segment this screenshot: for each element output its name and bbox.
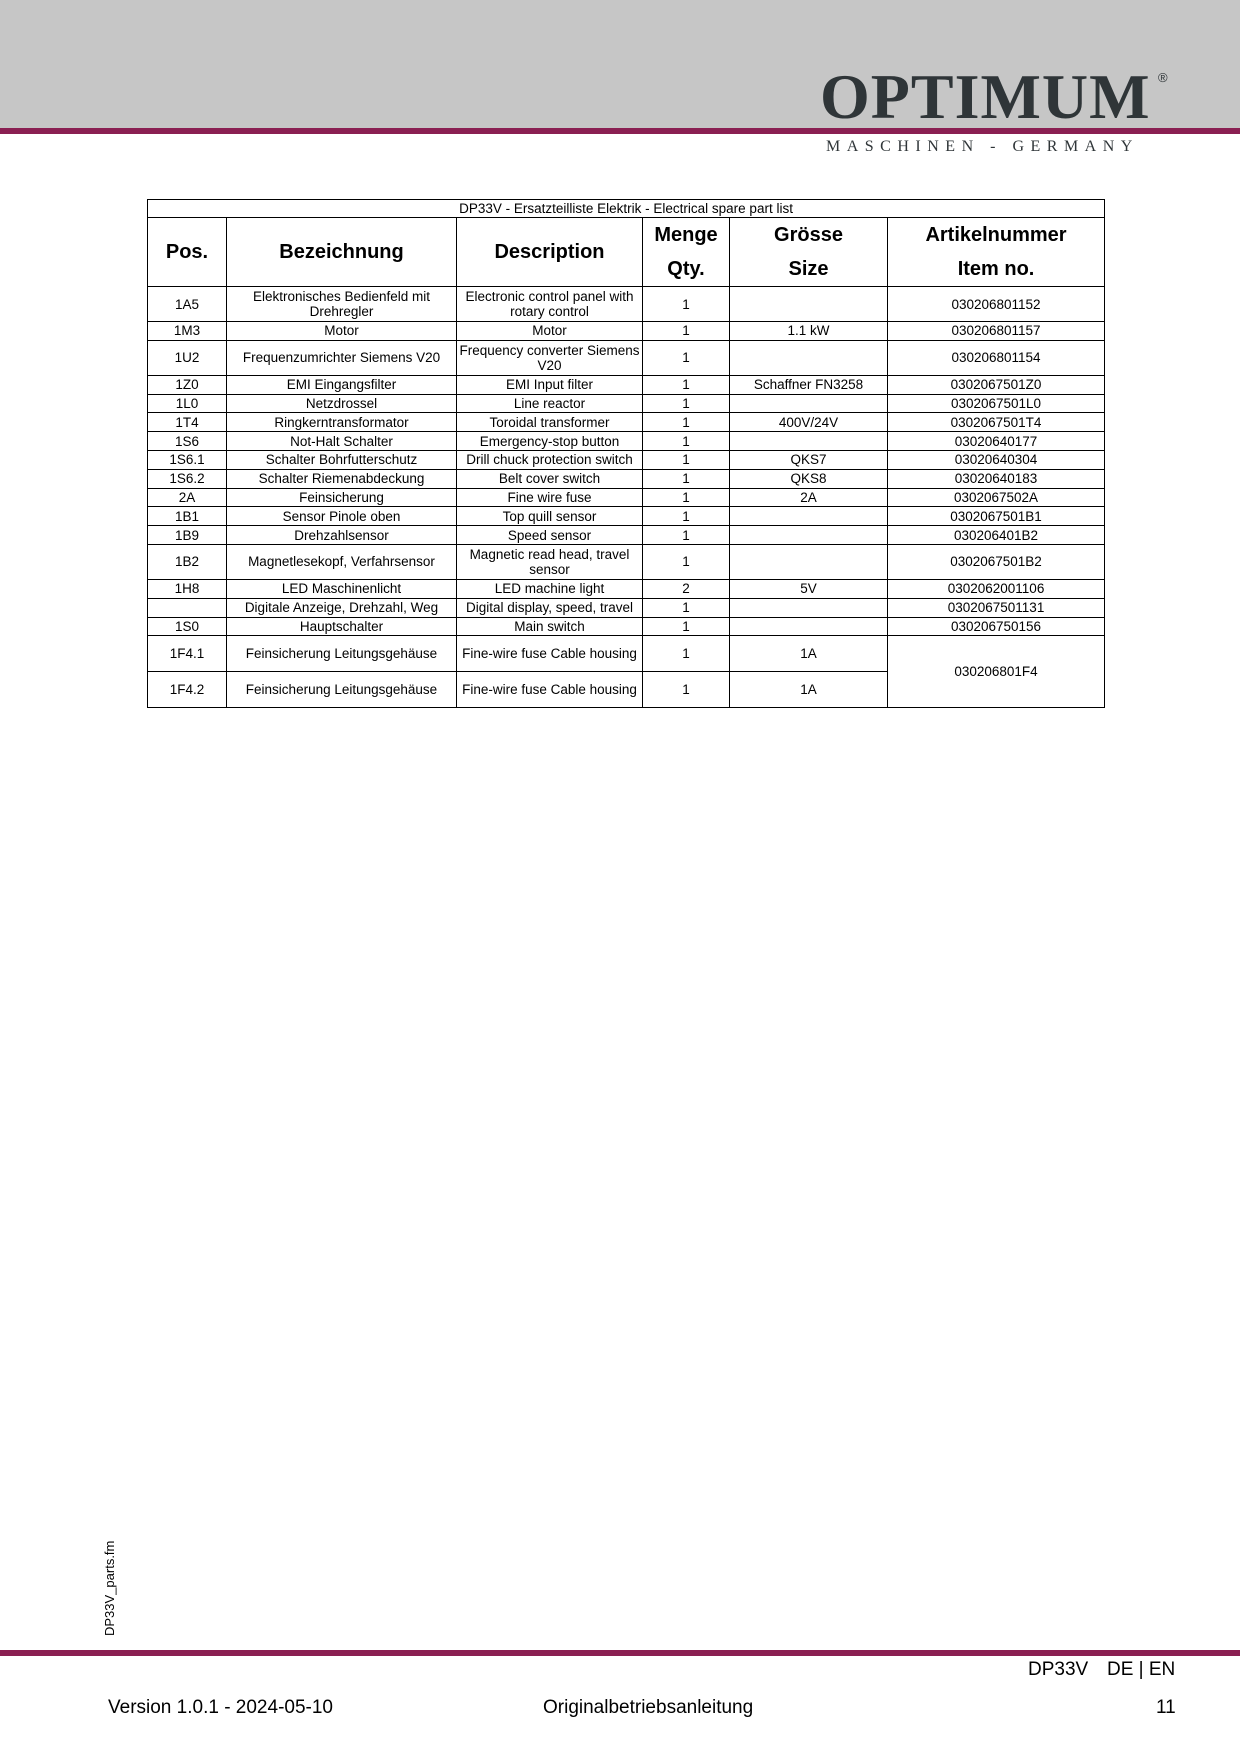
cell-qty: 1 (643, 322, 730, 341)
footer-accent-rule (0, 1650, 1240, 1656)
cell-qty: 1 (643, 413, 730, 432)
cell-pos: 1S6 (148, 432, 227, 451)
cell-item: 03020640177 (888, 432, 1105, 451)
cell-qty: 1 (643, 598, 730, 617)
header-item (888, 218, 1105, 287)
cell-bezeichnung: Digitale Anzeige, Drehzahl, Weg (227, 598, 457, 617)
table-row (148, 598, 1105, 617)
table-row (148, 375, 1105, 394)
cell-item: 03020640183 (888, 469, 1105, 488)
cell-description: Motor (457, 322, 643, 341)
header-bezeichnung: Bezeichnung (227, 218, 457, 287)
cell-bezeichnung: LED Maschinenlicht (227, 579, 457, 598)
cell-bezeichnung: EMI Eingangsfilter (227, 375, 457, 394)
table-row (148, 526, 1105, 545)
footer-languages: DE | EN (1107, 1659, 1176, 1680)
cell-qty: 1 (643, 469, 730, 488)
header-size (730, 218, 888, 287)
cell-size: 1.1 kW (730, 322, 888, 341)
cell-item: 030206801157 (888, 322, 1105, 341)
cell-bezeichnung: Elektronisches Bedienfeld mit Drehregler (227, 287, 457, 322)
cell-bezeichnung: Sensor Pinole oben (227, 507, 457, 526)
cell-item: 0302067501L0 (888, 394, 1105, 413)
cell-pos: 1S6.2 (148, 469, 227, 488)
footer-doc-title: Originalbetriebsanleitung (543, 1697, 754, 1718)
cell-qty: 1 (643, 617, 730, 636)
cell-size: Schaffner FN3258 (730, 375, 888, 394)
header-item-en: Item no. (957, 258, 1035, 280)
cell-qty: 1 (643, 672, 730, 708)
spare-parts-table (147, 199, 1105, 708)
cell-size: 2A (730, 488, 888, 507)
cell-size (730, 340, 888, 375)
cell-item: 030206801152 (888, 287, 1105, 322)
cell-size: QKS8 (730, 469, 888, 488)
table-row (148, 432, 1105, 451)
table-row (148, 617, 1105, 636)
table-row (148, 579, 1105, 598)
cell-item: 0302067501Z0 (888, 375, 1105, 394)
cell-description: Digital display, speed, travel (457, 598, 643, 617)
cell-pos: 1U2 (148, 340, 227, 375)
registered-mark: ® (1158, 70, 1168, 85)
cell-item: 0302067501131 (888, 598, 1105, 617)
brand-logo: OPTIMUM (820, 61, 1151, 132)
cell-item: 0302067502A (888, 488, 1105, 507)
cell-size: QKS7 (730, 450, 888, 469)
cell-pos: 1Z0 (148, 375, 227, 394)
cell-pos: 1S0 (148, 617, 227, 636)
cell-qty: 2 (643, 579, 730, 598)
cell-pos: 1L0 (148, 394, 227, 413)
cell-description: Line reactor (457, 394, 643, 413)
cell-description: Fine-wire fuse Cable housing (457, 672, 643, 708)
cell-bezeichnung: Drehzahlsensor (227, 526, 457, 545)
cell-size (730, 617, 888, 636)
cell-bezeichnung: Feinsicherung Leitungsgehäuse (227, 636, 457, 672)
footer-model: DP33V (1028, 1659, 1089, 1680)
table-row (148, 469, 1105, 488)
header-qty-en: Qty. (667, 258, 705, 280)
table-row (148, 413, 1105, 432)
cell-description: Emergency-stop button (457, 432, 643, 451)
cell-pos (148, 598, 227, 617)
cell-description: Magnetic read head, travel sensor (457, 544, 643, 579)
cell-qty: 1 (643, 544, 730, 579)
cell-description: LED machine light (457, 579, 643, 598)
cell-pos: 1F4.1 (148, 636, 227, 672)
table-row (148, 287, 1105, 322)
cell-item: 030206801154 (888, 340, 1105, 375)
cell-size (730, 507, 888, 526)
cell-description: Drill chuck protection switch (457, 450, 643, 469)
cell-description: Top quill sensor (457, 507, 643, 526)
table-caption: DP33V - Ersatzteilliste Elektrik - Electrical spare part list (148, 200, 1105, 218)
cell-description: Toroidal transformer (457, 413, 643, 432)
cell-bezeichnung: Feinsicherung Leitungsgehäuse (227, 672, 457, 708)
cell-bezeichnung: Hauptschalter (227, 617, 457, 636)
header-qty (643, 218, 730, 287)
cell-pos: 1B2 (148, 544, 227, 579)
source-filename: DP33V_parts.fm (102, 1540, 117, 1636)
header-pos: Pos. (148, 218, 227, 287)
cell-size (730, 432, 888, 451)
cell-description: Electronic control panel with rotary control (457, 287, 643, 322)
cell-pos: 1F4.2 (148, 672, 227, 708)
table-row (148, 394, 1105, 413)
cell-pos: 1B9 (148, 526, 227, 545)
table-row (148, 340, 1105, 375)
cell-qty: 1 (643, 507, 730, 526)
cell-qty: 1 (643, 375, 730, 394)
cell-item: 030206401B2 (888, 526, 1105, 545)
cell-pos: 1H8 (148, 579, 227, 598)
cell-bezeichnung: Magnetlesekopf, Verfahrsensor (227, 544, 457, 579)
cell-item: 03020640304 (888, 450, 1105, 469)
cell-description: EMI Input filter (457, 375, 643, 394)
table-row (148, 544, 1105, 579)
cell-pos: 1M3 (148, 322, 227, 341)
cell-qty: 1 (643, 526, 730, 545)
cell-qty: 1 (643, 488, 730, 507)
cell-item: 030206750156 (888, 617, 1105, 636)
cell-bezeichnung: Ringkerntransformator (227, 413, 457, 432)
cell-item: 0302062001106 (888, 579, 1105, 598)
cell-qty: 1 (643, 287, 730, 322)
cell-size: 1A (730, 636, 888, 672)
cell-pos: 1T4 (148, 413, 227, 432)
cell-item: 0302067501B2 (888, 544, 1105, 579)
cell-qty: 1 (643, 450, 730, 469)
header-item-de: Artikelnummer (925, 224, 1067, 246)
cell-size: 5V (730, 579, 888, 598)
cell-bezeichnung: Netzdrossel (227, 394, 457, 413)
cell-size: 1A (730, 672, 888, 708)
cell-qty: 1 (643, 394, 730, 413)
cell-item: 0302067501B1 (888, 507, 1105, 526)
cell-size (730, 544, 888, 579)
cell-bezeichnung: Motor (227, 322, 457, 341)
cell-pos: 1A5 (148, 287, 227, 322)
cell-item: 0302067501T4 (888, 413, 1105, 432)
cell-bezeichnung: Schalter Riemenabdeckung (227, 469, 457, 488)
table-row (148, 488, 1105, 507)
table-row (148, 322, 1105, 341)
cell-size (730, 526, 888, 545)
table-caption-row (148, 200, 1105, 218)
cell-description: Main switch (457, 617, 643, 636)
table-row (148, 450, 1105, 469)
brand-tagline: MASCHINEN - GERMANY (826, 138, 1139, 155)
cell-description: Fine-wire fuse Cable housing (457, 636, 643, 672)
cell-description: Speed sensor (457, 526, 643, 545)
cell-pos: 1B1 (148, 507, 227, 526)
cell-bezeichnung: Schalter Bohrfutterschutz (227, 450, 457, 469)
cell-size (730, 287, 888, 322)
cell-description: Fine wire fuse (457, 488, 643, 507)
cell-description: Belt cover switch (457, 469, 643, 488)
header-size-en: Size (788, 258, 829, 280)
cell-qty: 1 (643, 636, 730, 672)
cell-size (730, 394, 888, 413)
footer-version: Version 1.0.1 - 2024-05-10 (108, 1697, 333, 1718)
header-qty-de: Menge (654, 224, 718, 246)
cell-pos: 2A (148, 488, 227, 507)
table-row (148, 507, 1105, 526)
cell-qty: 1 (643, 340, 730, 375)
table-header-row (148, 218, 1105, 287)
cell-bezeichnung: Feinsicherung (227, 488, 457, 507)
cell-description: Frequency converter Siemens V20 (457, 340, 643, 375)
cell-item-merged: 030206801F4 (888, 636, 1105, 708)
header-description: Description (457, 218, 643, 287)
cell-pos: 1S6.1 (148, 450, 227, 469)
cell-qty: 1 (643, 432, 730, 451)
cell-size (730, 598, 888, 617)
header-size-de: Grösse (774, 224, 843, 246)
cell-bezeichnung: Frequenzumrichter Siemens V20 (227, 340, 457, 375)
cell-bezeichnung: Not-Halt Schalter (227, 432, 457, 451)
cell-size: 400V/24V (730, 413, 888, 432)
table-row (148, 636, 1105, 672)
page-number: 11 (1156, 1697, 1176, 1718)
